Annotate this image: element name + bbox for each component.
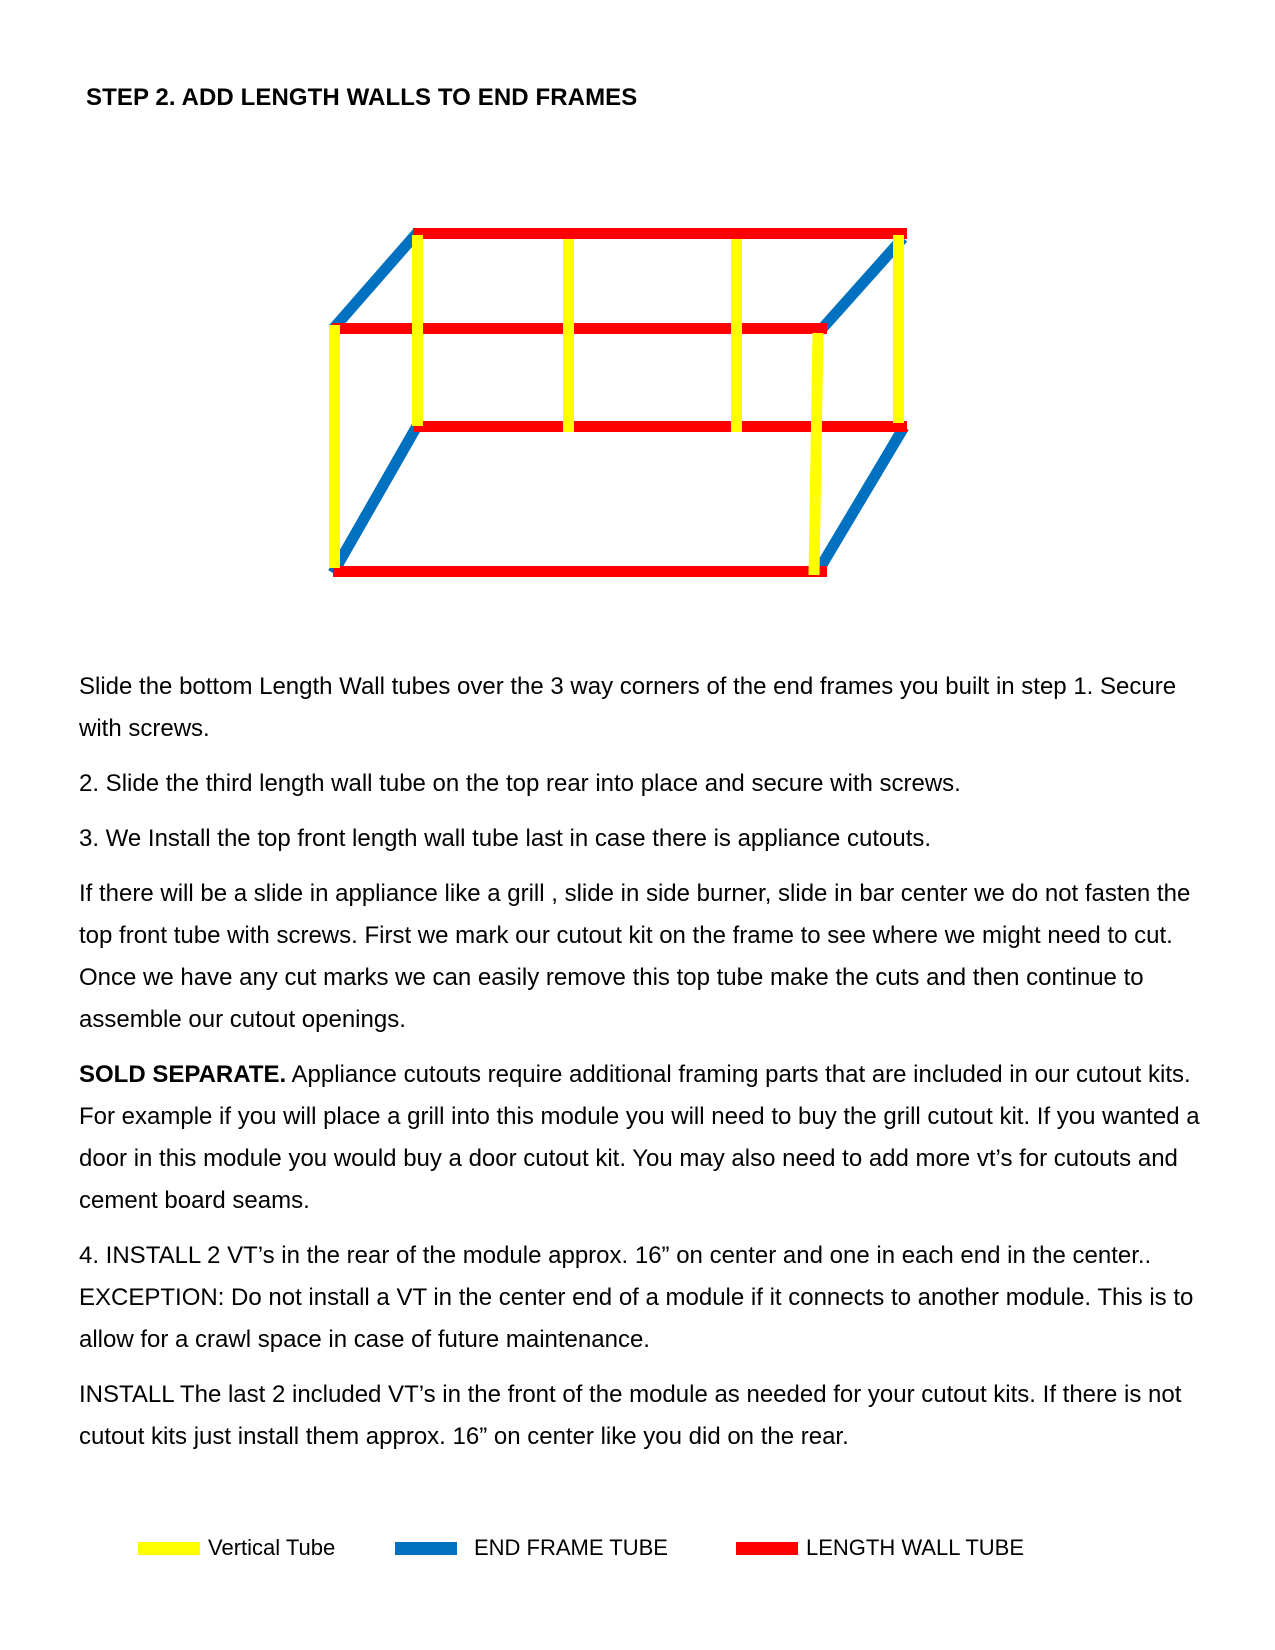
legend-label-vertical: Vertical Tube [208,1535,336,1560]
paragraph-sold-separate [79,1054,1209,1222]
end-frame-tube-top-right [820,238,903,331]
legend-label-length-wall: LENGTH WALL TUBE [806,1535,1025,1560]
instructions [79,666,1209,1471]
vertical-tubes [329,235,904,575]
vertical-tube-rear-center-1 [563,239,574,432]
sold-separate-label: SOLD SEPARATE. [79,1061,287,1088]
paragraph-install-front: INSTALL The last 2 included VT’s in the front of the module as needed for your cutout kits. If there is not cutout kits just install them approx. 16” on center like you did on the rear. [79,1381,1182,1450]
length-wall-tube-swatch [736,1542,798,1555]
frame-diagram [0,0,1275,640]
vertical-tube-rear-right [893,235,904,423]
page-title: STEP 2. ADD LENGTH WALLS TO END FRAMES [86,84,638,111]
legend-label-end-frame: END FRAME TUBE [474,1535,668,1560]
vertical-tube-rear-left [412,235,423,426]
legend-item-length-wall [736,1530,1024,1566]
length-wall-tube-top-front [332,323,827,334]
legend-item-vertical [138,1530,335,1566]
length-wall-tube-top-rear [413,228,907,239]
end-frame-tube-top-left [333,233,417,329]
paragraph-step-4: 4. INSTALL 2 VT’s in the rear of the module approx. 16” on center and one in each end in the center.. EXCEPTION: Do not install a VT in the center end of a module if it connects to another module. This is to allow for a crawl space in case of future maintenance. [79,1242,1194,1353]
end-frame-tube-swatch [395,1542,457,1555]
end-frame-tube-bottom-left [333,426,417,573]
paragraph-step-1: Slide the bottom Length Wall tubes over the 3 way corners of the end frames you built in step 1. Secure with screws. [79,673,1177,742]
paragraph-slide-in-appliance: If there will be a slide in appliance like a grill , slide in side burner, slide in bar center we do not fasten the top front tube with screws. First we mark our cutout kit on the frame to see where we might need to cut. Once we have any cut marks we can easily remove this top tube make the cuts and then continue to assemble our cutout openings. [79,880,1191,1033]
vertical-tube-swatch [138,1542,200,1555]
length-wall-tube-bottom-rear [414,421,907,432]
paragraph-step-3: 3. We Install the top front length wall tube last in case there is appliance cutouts. [79,825,932,852]
vertical-tube-front-left [329,325,340,568]
vertical-tube-front-right [814,333,818,575]
length-wall-tube-bottom-front [333,566,827,577]
vertical-tube-rear-center-2 [731,239,742,432]
legend-item-end-frame [395,1530,668,1566]
end-frame-tube-bottom-right [817,427,904,573]
paragraph-step-2: 2. Slide the third length wall tube on the top rear into place and secure with screws. [79,770,961,797]
legend [0,1530,1275,1566]
sold-separate-text: Appliance cutouts require additional framing parts that are included in our cutout kits. For example if you will place a grill into this module you will need to buy the grill cutout kit. If you wanted a door in this module you would buy a door cutout kit. You may also need to add more vt’s for cutouts and cement board seams. [79,1061,1200,1214]
